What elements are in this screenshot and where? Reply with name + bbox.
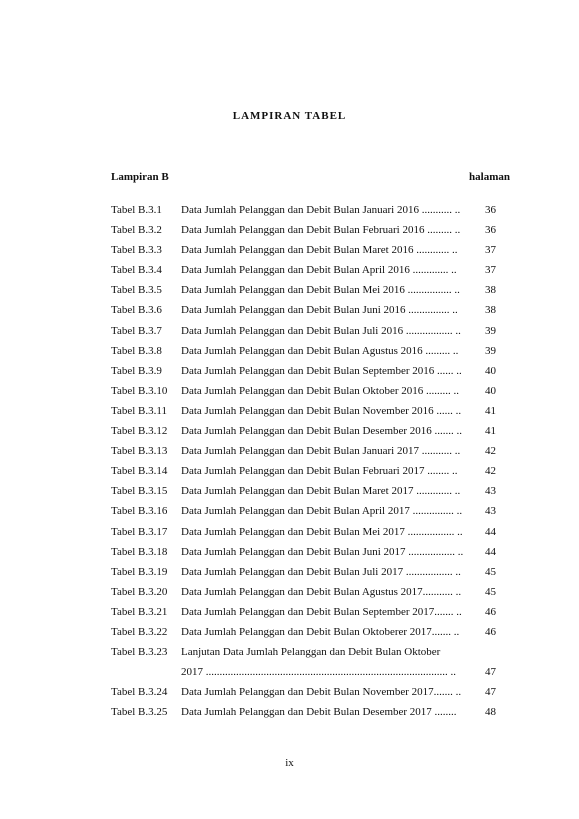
- table-label: Tabel B.3.9: [111, 364, 162, 377]
- table-title-line: Data Jumlah Pelanggan dan Debit Bulan April 2017 ............... ..: [181, 505, 463, 518]
- table-title: [181, 484, 479, 498]
- table-title-line: Data Jumlah Pelanggan dan Debit Bulan Maret 2017 ............. ..: [181, 485, 461, 498]
- page-reference: 37: [485, 244, 496, 257]
- table-title: [181, 404, 479, 418]
- list-item: [111, 625, 496, 645]
- list-item: [111, 263, 496, 283]
- list-item: [111, 565, 496, 585]
- page-reference: 39: [485, 324, 496, 337]
- table-label: Tabel B.3.12: [111, 425, 168, 438]
- table-title: [181, 283, 479, 297]
- table-label: Tabel B.3.17: [111, 525, 168, 538]
- list-item: [111, 424, 496, 444]
- table-title-line: Data Jumlah Pelanggan dan Debit Bulan Oktober 2016 ......... ..: [181, 384, 460, 397]
- page-reference: 41: [485, 404, 496, 417]
- table-title-line: Data Jumlah Pelanggan dan Debit Bulan Juni 2017 ................. ..: [181, 545, 464, 558]
- table-title: [181, 464, 479, 478]
- table-label: Tabel B.3.22: [111, 625, 168, 638]
- list-item: [111, 203, 496, 223]
- list-item: [111, 303, 496, 323]
- page-reference: 47: [485, 686, 496, 699]
- table-title: [181, 705, 479, 719]
- table-title: [181, 585, 479, 599]
- page-reference: 36: [485, 224, 496, 237]
- table-title-line: Data Jumlah Pelanggan dan Debit Bulan Februari 2017 ........ ..: [181, 465, 458, 478]
- table-title-line: Data Jumlah Pelanggan dan Debit Bulan Maret 2016 ............ ..: [181, 244, 458, 257]
- table-label: Tabel B.3.24: [111, 686, 168, 699]
- table-title: [181, 303, 479, 317]
- list-item: [111, 444, 496, 464]
- list-item: [111, 344, 496, 364]
- list-item: [111, 545, 496, 565]
- table-title: [181, 444, 479, 458]
- page-reference: 42: [485, 445, 496, 458]
- table-label: Tabel B.3.8: [111, 344, 162, 357]
- page-reference: 42: [485, 465, 496, 478]
- list-item: [111, 484, 496, 504]
- table-title: [181, 685, 479, 699]
- table-title-line: Data Jumlah Pelanggan dan Debit Bulan November 2017....... ..: [181, 686, 462, 699]
- table-title: [181, 504, 479, 518]
- page-reference: 46: [485, 625, 496, 638]
- table-title-line: Data Jumlah Pelanggan dan Debit Bulan Juni 2016 ............... ..: [181, 304, 458, 317]
- page-reference: 38: [485, 284, 496, 297]
- page-reference: 37: [485, 264, 496, 277]
- table-title: [181, 324, 479, 338]
- list-item: [111, 464, 496, 484]
- table-title-line: Data Jumlah Pelanggan dan Debit Bulan April 2016 ............. ..: [181, 264, 457, 277]
- page-column-heading: halaman: [469, 171, 510, 183]
- table-title-line: Data Jumlah Pelanggan dan Debit Bulan Desember 2016 ....... ..: [181, 425, 463, 438]
- table-title-line: Data Jumlah Pelanggan dan Debit Bulan Januari 2016 ........... ..: [181, 204, 461, 216]
- page-reference: 45: [485, 585, 496, 598]
- table-list: [111, 203, 496, 725]
- table-title-line: Data Jumlah Pelanggan dan Debit Bulan Desember 2017 ........: [181, 706, 457, 719]
- table-title-line: Data Jumlah Pelanggan dan Debit Bulan Februari 2016 ......... ..: [181, 224, 461, 237]
- table-label: Tabel B.3.25: [111, 706, 168, 719]
- table-label: Tabel B.3.10: [111, 384, 168, 397]
- list-item: [111, 364, 496, 384]
- list-item: [111, 645, 496, 685]
- table-title: [181, 525, 479, 539]
- table-label: Tabel B.3.18: [111, 545, 168, 558]
- page-reference: 44: [485, 525, 496, 538]
- table-label: Tabel B.3.23: [111, 646, 168, 659]
- table-title-line: Data Jumlah Pelanggan dan Debit Bulan Oktoberer 2017....... ..: [181, 625, 460, 638]
- page-reference: 43: [485, 505, 496, 518]
- table-title-line: Data Jumlah Pelanggan dan Debit Bulan Mei 2017 ................. ..: [181, 525, 463, 538]
- table-label: Tabel B.3.5: [111, 284, 162, 297]
- table-title: [181, 545, 479, 559]
- page-reference: 48: [485, 706, 496, 719]
- table-title: [181, 424, 479, 438]
- list-item: [111, 705, 496, 725]
- table-label: Tabel B.3.16: [111, 505, 168, 518]
- table-label: Tabel B.3.20: [111, 585, 168, 598]
- table-title: [181, 625, 479, 639]
- list-item: [111, 404, 496, 424]
- table-title-line: Data Jumlah Pelanggan dan Debit Bulan Mei 2016 ................ ..: [181, 284, 460, 297]
- page-reference: 40: [485, 364, 496, 377]
- list-item: [111, 685, 496, 705]
- table-title-line: Data Jumlah Pelanggan dan Debit Bulan Agustus 2017........... ..: [181, 585, 462, 598]
- list-item: [111, 223, 496, 243]
- table-title: [181, 364, 479, 378]
- table-title-line: Data Jumlah Pelanggan dan Debit Bulan Juli 2016 ................. ..: [181, 324, 461, 337]
- table-label: Tabel B.3.2: [111, 224, 162, 237]
- table-title: [181, 645, 479, 679]
- table-label: Tabel B.3.3: [111, 244, 162, 257]
- list-item: [111, 324, 496, 344]
- page-reference: 39: [485, 344, 496, 357]
- page-reference: 46: [485, 605, 496, 618]
- table-title: [181, 223, 479, 237]
- page-reference: 43: [485, 485, 496, 498]
- list-item: [111, 384, 496, 404]
- table-title: [181, 263, 479, 277]
- table-label: Tabel B.3.1: [111, 204, 162, 216]
- list-item: [111, 605, 496, 625]
- table-title: [181, 605, 479, 619]
- table-label: Tabel B.3.4: [111, 264, 162, 277]
- page-reference: 36: [485, 204, 496, 216]
- table-label: Tabel B.3.21: [111, 605, 168, 618]
- page-reference: 41: [485, 425, 496, 438]
- table-title: [181, 243, 479, 257]
- page-reference: 40: [485, 384, 496, 397]
- table-title-line: Data Jumlah Pelanggan dan Debit Bulan September 2017....... ..: [181, 605, 462, 618]
- list-item: [111, 283, 496, 303]
- table-title: [181, 384, 479, 398]
- table-label: Tabel B.3.19: [111, 565, 168, 578]
- page-title: LAMPIRAN TABEL: [232, 110, 347, 122]
- list-item: [111, 585, 496, 605]
- page-number: ix: [285, 757, 294, 769]
- table-title: [181, 203, 479, 217]
- table-title-line: Lanjutan Data Jumlah Pelanggan dan Debit Bulan Oktober: [181, 646, 441, 659]
- table-label: Tabel B.3.13: [111, 445, 168, 458]
- table-title: [181, 344, 479, 358]
- table-label: Tabel B.3.7: [111, 324, 162, 337]
- page-reference: 45: [485, 565, 496, 578]
- list-item: [111, 243, 496, 263]
- list-item: [111, 504, 496, 524]
- table-label: Tabel B.3.6: [111, 304, 162, 317]
- table-title-line: Data Jumlah Pelanggan dan Debit Bulan Agustus 2016 ......... ..: [181, 344, 459, 357]
- list-item: [111, 525, 496, 545]
- section-heading: Lampiran B: [111, 171, 169, 183]
- table-label: Tabel B.3.15: [111, 485, 168, 498]
- table-title-line: Data Jumlah Pelanggan dan Debit Bulan Juli 2017 ................. ..: [181, 565, 461, 578]
- table-title-line: Data Jumlah Pelanggan dan Debit Bulan Januari 2017 ........... ..: [181, 445, 461, 458]
- page-reference: 44: [485, 545, 496, 558]
- page-reference: 47: [485, 666, 496, 679]
- page-reference: 38: [485, 304, 496, 317]
- table-title-line: Data Jumlah Pelanggan dan Debit Bulan September 2016 ...... ..: [181, 364, 462, 377]
- table-title-line: Data Jumlah Pelanggan dan Debit Bulan November 2016 ...... ..: [181, 404, 462, 417]
- table-label: Tabel B.3.11: [111, 404, 167, 417]
- table-label: Tabel B.3.14: [111, 465, 168, 478]
- table-title: [181, 565, 479, 579]
- table-title-continuation: 2017 ........................................................................................ ..: [181, 666, 456, 679]
